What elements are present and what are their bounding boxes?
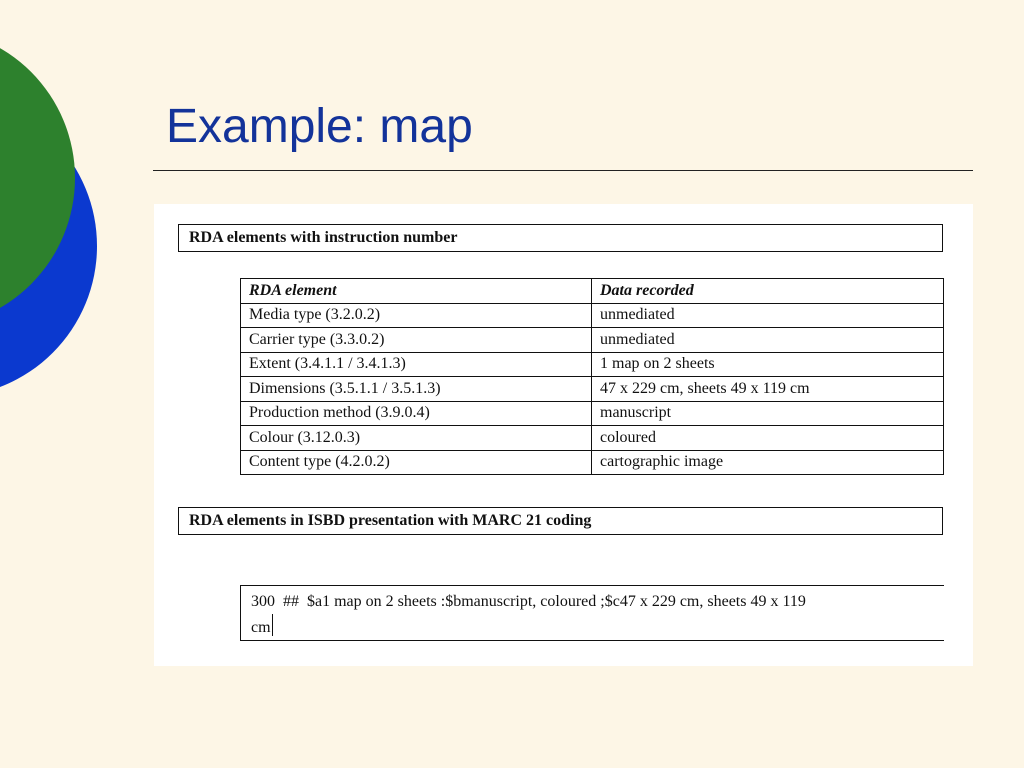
table-row [241,426,944,451]
rda-element-cell: Carrier type (3.3.0.2) [241,328,592,353]
section-heading-isbd-marc: RDA elements in ISBD presentation with MARC 21 coding [178,507,943,535]
rda-element-cell: Production method (3.9.0.4) [241,401,592,426]
table-row [241,328,944,353]
data-recorded-cell: 47 x 229 cm, sheets 49 x 119 cm [592,377,944,402]
table-row [241,377,944,402]
data-recorded-cell: manuscript [592,401,944,426]
document-image [154,204,973,666]
data-recorded-cell: cartographic image [592,450,944,475]
marc-line-2: cm [251,619,271,636]
data-recorded-cell: coloured [592,426,944,451]
marc-record-box [240,585,944,641]
rda-element-cell: Extent (3.4.1.1 / 3.4.1.3) [241,352,592,377]
rda-element-cell: Content type (4.2.0.2) [241,450,592,475]
title-divider [153,170,973,171]
column-header-rda-element: RDA element [241,279,592,304]
marc-line-1: 300 ## $a1 map on 2 sheets :$bmanuscript, coloured ;$c47 x 229 cm, sheets 49 x 119 [251,593,806,610]
rda-element-cell: Media type (3.2.0.2) [241,303,592,328]
table-header-row [241,279,944,304]
data-recorded-cell: unmediated [592,303,944,328]
table-row [241,303,944,328]
text-cursor [272,614,273,636]
rda-elements-table [240,278,944,475]
table-row [241,352,944,377]
section-heading-instruction-number: RDA elements with instruction number [178,224,943,252]
column-header-data-recorded: Data recorded [592,279,944,304]
slide-title: Example: map [166,100,473,153]
data-recorded-cell: 1 map on 2 sheets [592,352,944,377]
marc-line-2-wrapper [251,614,934,640]
rda-element-cell: Dimensions (3.5.1.1 / 3.5.1.3) [241,377,592,402]
rda-element-cell: Colour (3.12.0.3) [241,426,592,451]
table-row [241,401,944,426]
table-row [241,450,944,475]
data-recorded-cell: unmediated [592,328,944,353]
